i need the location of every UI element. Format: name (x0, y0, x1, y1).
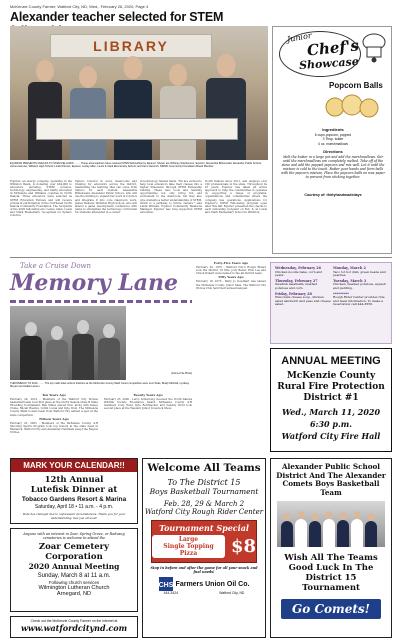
library-sign: LIBRARY (50, 34, 212, 58)
memory-photo-credit: (Farmer File Photo) (171, 372, 192, 375)
event-day: Monday, March 2 (333, 266, 366, 270)
alexander-ad (270, 458, 392, 638)
zoar-intro: Anyone with an interest in Zoar, Spring Grove, or Rodvang cemeteries is welcome to attend the (23, 532, 125, 540)
zoar-date: Sunday, March 8 at 11 a.m. (37, 573, 111, 579)
popcorn-icon (323, 93, 381, 123)
website-ad (10, 616, 138, 638)
event-text: Wisconsin cheese soup, chicken salad sandwich and peas and cheese salad. (275, 295, 331, 307)
website-url[interactable]: www.watfordcitynd.com (20, 623, 128, 633)
sponsor-name: Farmers Union Oil Co. (175, 580, 250, 588)
special-item-box (152, 535, 225, 558)
annual-meeting-time: 6:30 p.m. (309, 419, 353, 429)
special-row (152, 535, 256, 558)
ingredient-item: 4 oz. marshmallows (318, 141, 348, 146)
annual-meeting-org: McKenzie County Rural Fire Protection District #1 (277, 371, 385, 403)
mark-calendar-ad (10, 458, 138, 524)
mark-calendar-title: MARK YOUR CALENDAR!! (11, 459, 137, 472)
zoar-subtitle: 2020 Annual Meeting (28, 562, 120, 571)
memory-photo-caption: THROWBACK TO 2010 ........ The top math letter-writers finishers at the McKenzie County Math Count competition were Lexi Tetas, Brady Mitchell, Lyndsey Meyers and Hallie Larsen. (10, 382, 190, 389)
welcome-dates: Feb. 28, 29 & March 2 (163, 500, 245, 508)
event-name: Lutefisk Dinner at (30, 485, 118, 495)
chefs-showcase-box (272, 26, 392, 254)
calendar-event (275, 293, 331, 307)
event-text: Swedish meatballs, mashed potatoes and corn. (275, 282, 318, 290)
team-photo (277, 501, 385, 547)
memory-lane-header (10, 262, 192, 312)
memory-column-3 (196, 262, 266, 452)
event-text: Rough Rider Center provides ride and meal information. To make a reservation call 444-3656. (333, 295, 385, 307)
event-day: Friday, February 28 (275, 291, 312, 296)
section-heading: Fifteen Years Ago (39, 416, 69, 421)
sponsor-town: Watford City, ND (219, 591, 245, 595)
section-divider (10, 257, 392, 258)
showcase-title-top: Junior (286, 30, 313, 45)
story-column-3: in technology related fields. "We are excited to help local educators take their classes into a higher dimension through STEM Fellowship funding. These new tools and learning opportunities not only bring fun and excitement to the classroom, but they also give students a better understanding of STEM, which is a pathway to future careers." said Linda Pittman, Equinor Community Relations Manager. Equinor has long supported STEM education. (140, 180, 202, 214)
history-entry: February 23, 2000 - Leroy Armstrong received the North Dakota Wildlife Society Excellence Award. McKenzie County 4-H members Cody Wold, Kyle Rohrbacher and Cassidy Wold took second place at the Western Junior Livestock Show. (104, 398, 192, 411)
svg-text:CHS: CHS (158, 582, 173, 589)
news-photo (10, 26, 268, 160)
road-stripe (10, 300, 192, 303)
section-heading: Ten Years Ago (42, 394, 66, 397)
zoar-ad (10, 528, 138, 612)
welcome-venue: Watford City Rough Rider Center (144, 508, 264, 516)
photo-caption: EQUINOR PRESENTS CHECKS TO STEM FELLOWS ........ These area teachers have received STEM fellowships by Equinor. Shown are Whitney Stephenson, Equinor; Alexandria Bitzenwald, Alexander Public School; James Heinzer, Williston High School; Linda Pittman, Equinor; Lesley Allen, Lewis & Clark Elementary School; and Kenn Heinrich, NWND Community Foundation Board Member. (10, 162, 262, 169)
headline: Alexander teacher selected for STEM (10, 10, 224, 24)
special-size: Large (178, 536, 199, 543)
annual-meeting-place: Watford City Fire Hall (281, 431, 381, 441)
publication-line: McKenzie County Farmer, Watford City, ND, Wed., February 26, 2020, Page 4 (10, 4, 149, 9)
event-day: Tuesday, March 3 (333, 278, 367, 283)
recipe-title: Popcorn Balls (329, 81, 383, 90)
section-heading: Forty-Five Years Ago (213, 262, 249, 265)
event-text: Chicken noodle bake, corn and pears. (275, 269, 323, 278)
story-column-1: Equinor, an energy company operating in the Williston Basin, is donating over $34,000 to educators pursuing STEM (science, technology, engineering, and math) education in McKenzie and Williams counties in North Dakota. Three educators were selected as STEM Education Fellows and will receive private & participation in the Northwest North Dakota Community Foundation. The recipients of the 2020 fellowship are: Lesley Allen, Lewis and Clark Elementary, recognized for Sphero robotics. (10, 180, 72, 218)
calendar-event (275, 267, 331, 278)
alexander-wish: Wish All The Teams Good Luck In The District 15 Tournament (284, 553, 378, 594)
annual-meeting-date: Wed., March 11, 2020 (281, 407, 381, 417)
zoar-following: Following church services (48, 580, 100, 585)
directions-text: Melt the butter in a large pot and add the marshmallows. Stir until the marshmallows are completely melted. Take off of the stove and add the popped popcorn and mix well. Let it until the mixture is cold to the touch. Butter your hands and form balls with the popcorn mixture. Place the popcorn balls on wax paper to prevent from sticking together. (281, 155, 385, 179)
stop-text: Stop in before and after the game for all your snack and fuel needs! (150, 566, 258, 574)
website-ad-text: Check out the McKenzie County Farmer on the internet at (30, 619, 118, 623)
meal-calendar (270, 262, 392, 344)
history-entry: February 20, 1975 - Watford City's Rough Riders took the District 16 title. Jody Bauer, Rick Lee and Chuck Dukart were named to the all-district team. (196, 266, 266, 276)
history-entry: February 24, 2010 - Members of the Watford City Wolves basketball team took first place at the North Dakota Class B State Wrestling Tournament. Ben Sibley placed first, along with Kasey Crane, Micah Hawley, Collin Lucas and Kyle Irvin. The McKenzie County Math Counts team from Watford City earned a spot at the state competition. (10, 398, 98, 417)
showcase-title-sub: Showcase (298, 54, 360, 73)
section-heading: Fifty Years Ago (218, 275, 244, 280)
ingredient-item: 3 Tbsp. butter (322, 137, 344, 142)
memory-column-1 (10, 394, 98, 454)
alexander-slogan: Go Comets! (281, 599, 381, 619)
welcome-line2: Boys Basketball Tournament (149, 487, 259, 496)
event-venue: Tobacco Gardens Resort & Marina (21, 496, 127, 503)
directions-label: Directions (323, 149, 343, 154)
zoar-title: Zoar Cemetery Corporation (38, 542, 110, 562)
ingredients-list (279, 133, 387, 146)
alexander-title: Alexander Public School District And The Alexander Comets Boys Basketball Team (276, 462, 386, 497)
welcome-title: Welcome All Teams (147, 462, 261, 474)
ingredients-label: Ingredients (322, 127, 344, 132)
event-text: Taco tot hot dish, green beans and peaches. (333, 269, 386, 278)
event-note: Date has changed due to unforeseen circumstances. Thank you for your understanding. See you all soon! (22, 512, 126, 520)
special-price: $8 (230, 536, 256, 557)
sponsor-phone: 444-3424 (163, 591, 178, 595)
special-title: Tournament Special (159, 523, 249, 533)
calendar-event (333, 280, 389, 291)
zoar-town: Arnegard, ND (56, 591, 92, 597)
memory-lane-title-top: Take a Cruise Down (20, 262, 92, 270)
chs-logo-icon (159, 577, 173, 591)
history-entry: February 18, 1970 - Mary Jo Goedhart was named the McKenzie County Junior Miss. The Watford City Wolves Club held their annual banquet. (196, 280, 266, 290)
sponsor-row (143, 577, 265, 591)
event-year: 12th Annual (44, 475, 104, 485)
showcase-title-main: Chef's (306, 36, 360, 60)
calendar-column-left (275, 267, 331, 307)
zoar-place: Wilmington Lutheran Church (38, 585, 110, 591)
annual-meeting-ad (270, 348, 392, 452)
ingredient-item: 6 cups popcorn, popped (314, 133, 352, 137)
event-when: Saturday, April 18 • 11 a.m. - 4 p.m. (34, 504, 114, 510)
welcome-teams-ad (142, 458, 266, 638)
calendar-column-right (333, 267, 389, 307)
story-column-2: Sphero robotics in more classrooms and training for educators across the district, maximizing the learning that can come from Sphero for each student. Alexandria Bitzenwald, Alexander Public School, who will use the funding to expand her work in robotics and integrate it into core classroom work. James Heinzer, Williston High School, who will attend a game development conference with plans to strengthen the technology curriculum for students interested in a career (75, 180, 137, 214)
welcome-line1: To The District 15 (167, 478, 241, 487)
memory-column-2 (104, 394, 192, 454)
tournament-special-box (151, 520, 257, 563)
memory-photo (10, 306, 126, 380)
calendar-event (275, 280, 331, 291)
history-entry: February 23, 2005 - Members of the McKenzie County 4-H Shooting Sports Program took top honors at the state meet in Bismarck. Watford City and Alexander Cardinals swept the Region 8 titles. (10, 421, 98, 435)
calendar-event (333, 267, 389, 278)
memory-lane-title: Memory Lane (10, 270, 179, 296)
event-day: Wednesday, February 26 (275, 266, 322, 270)
sponsor-contact (143, 591, 265, 595)
check-prop (36, 118, 238, 140)
section-heading: Twenty Years Ago (133, 394, 163, 397)
story-column-4: North Dakota since 2011, and employs over 100 professionals in the state. Throughout its 47 years, Equinor has taken an active approach to help the communities it operates in, supporting a range of programs, organizations and communities where the company has operations. Applications for Equinor's STEM Fellowship program open later this fall. Equinor presented the checks to each fellowship recipient on Feb. 6, at Lewis and Clark Elementary School in Williston. (205, 180, 267, 214)
calendar-event (333, 293, 389, 307)
special-item: Single Topping Pizza (163, 543, 214, 557)
recipe-credit: Courtesy of: thirtyhandmadedays (304, 193, 362, 197)
event-day: ********* (333, 291, 349, 296)
event-day: Thursday, February 27 (275, 278, 318, 283)
event-text: Chicken, mashed potatoes, squash and pudding. (333, 282, 386, 290)
annual-meeting-title: ANNUAL MEETING (281, 355, 381, 367)
chef-hat-icon (361, 33, 387, 63)
